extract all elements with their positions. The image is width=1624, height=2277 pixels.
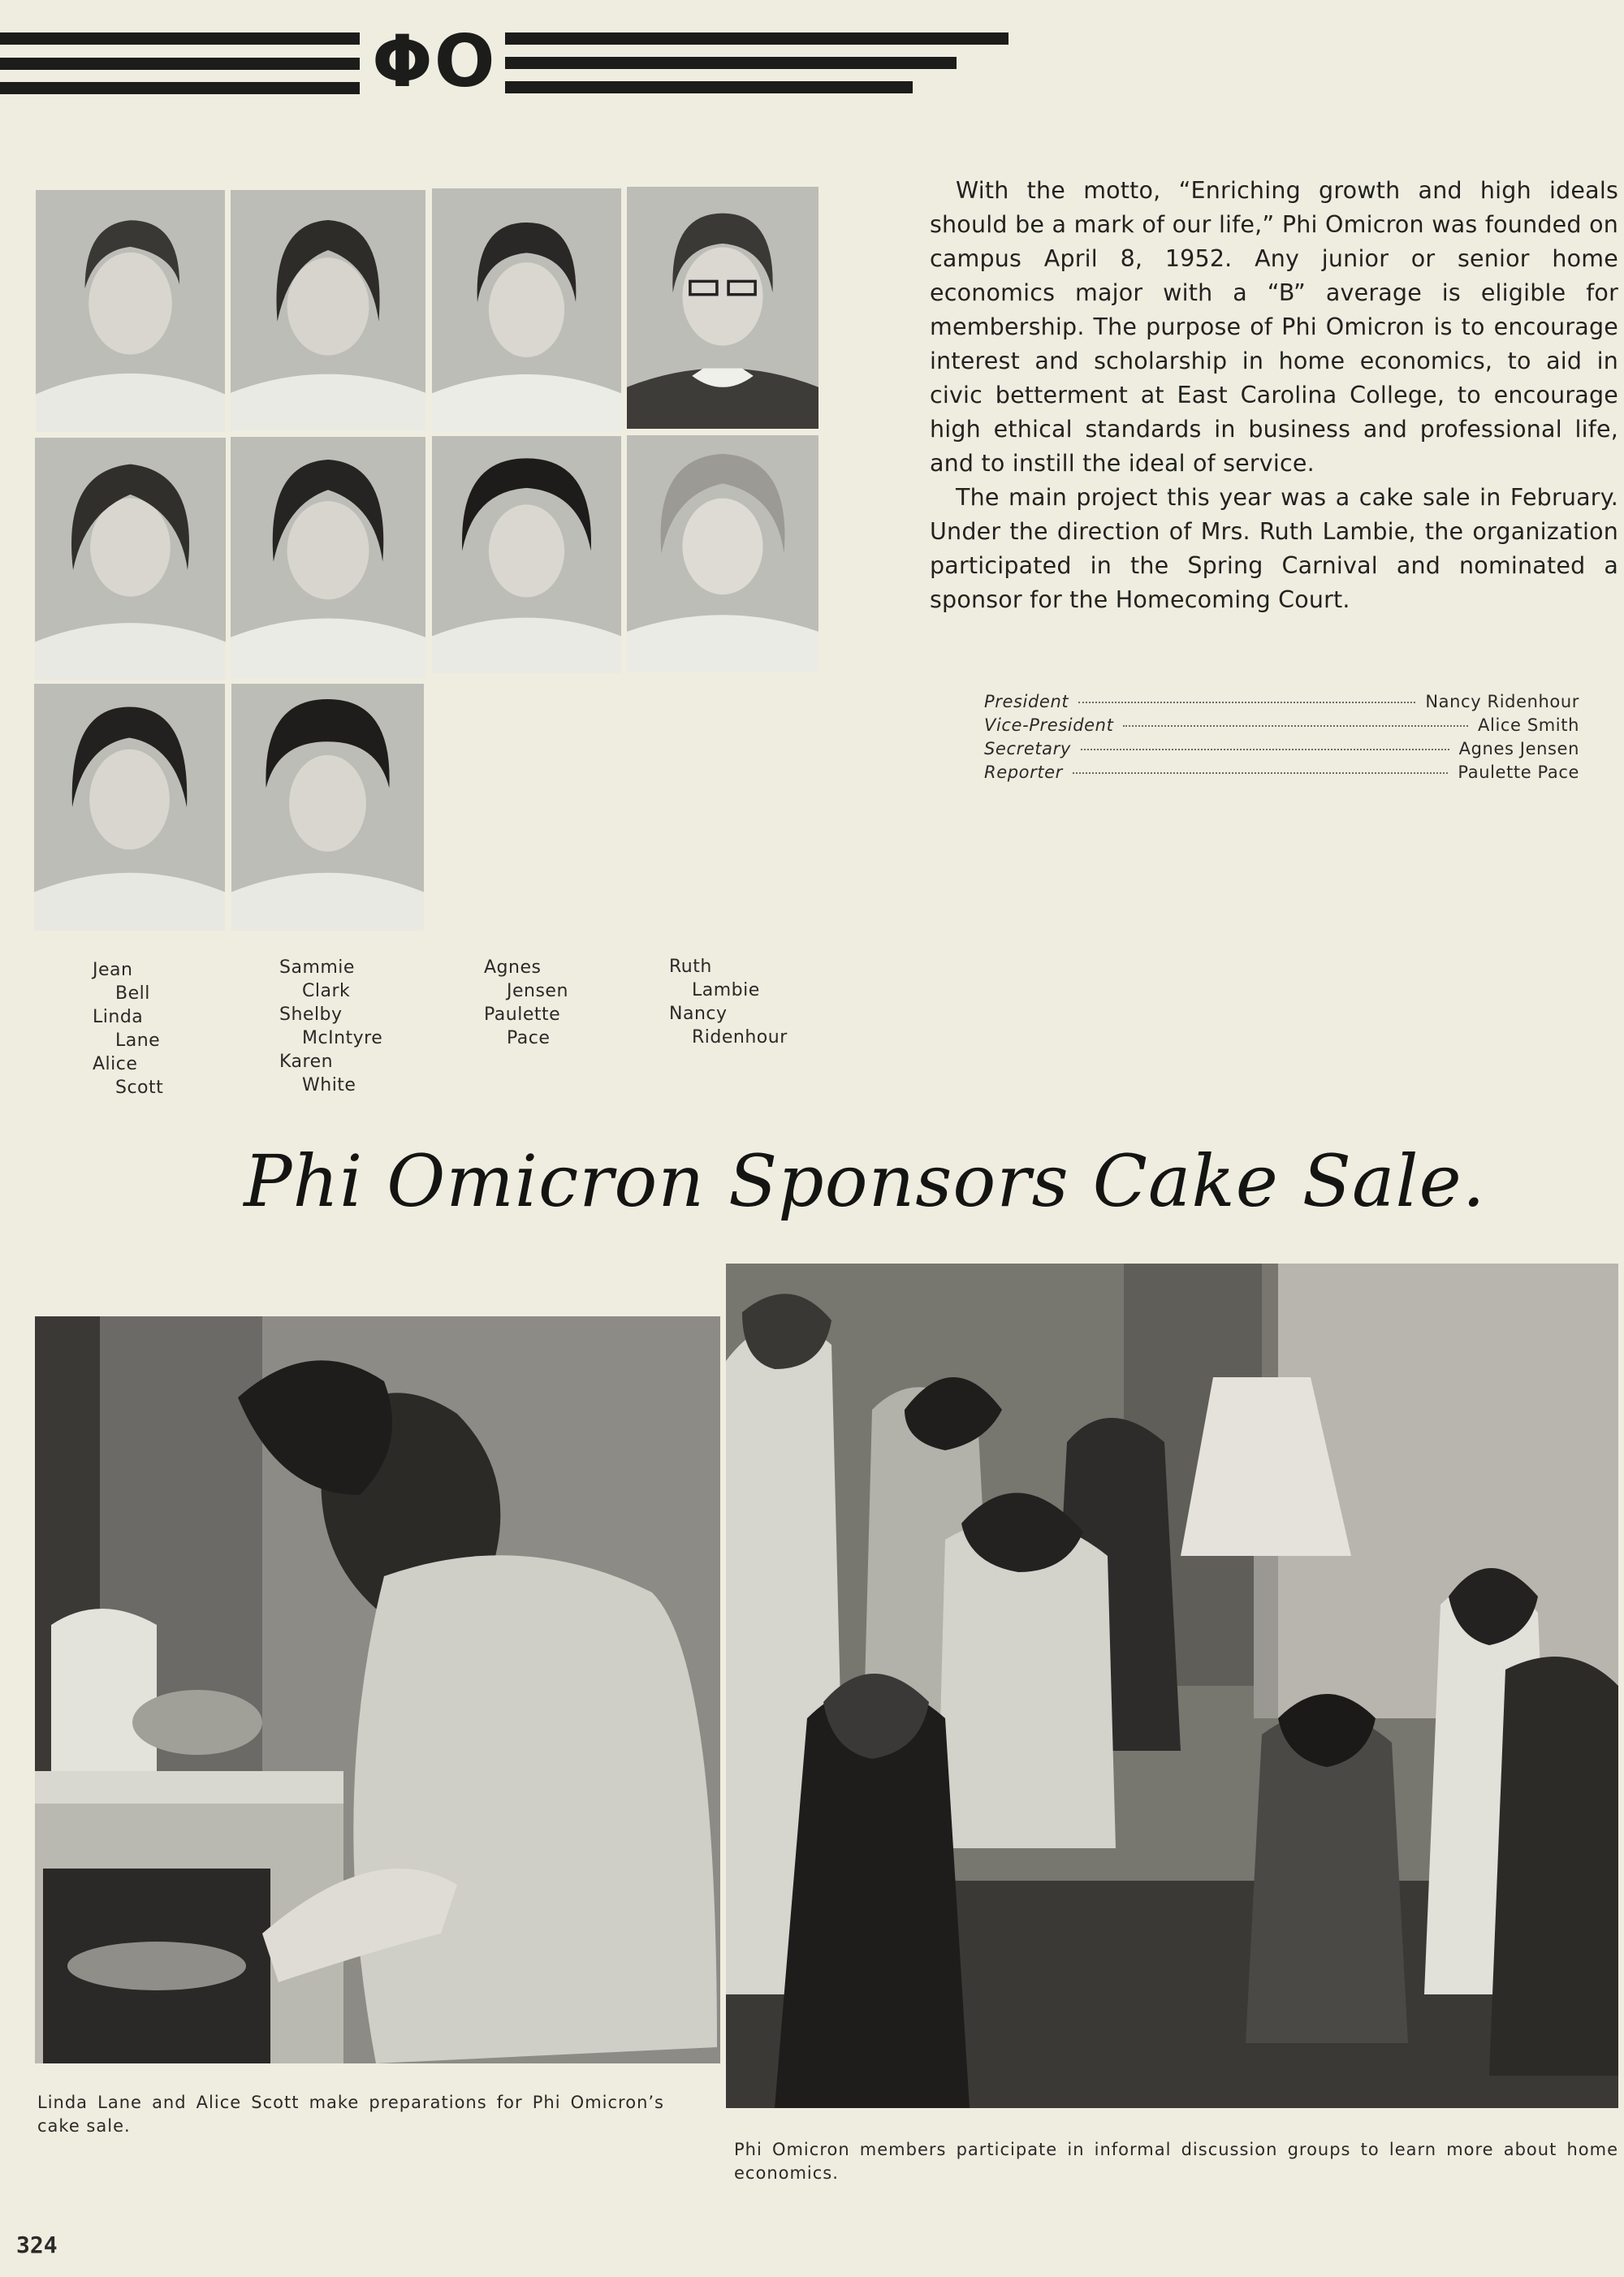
last-name: Bell	[115, 983, 150, 1004]
header-rule-right-line-1	[505, 32, 1009, 45]
last-name: Lane	[115, 1030, 161, 1051]
name-column	[669, 955, 788, 1049]
portrait-photo	[231, 437, 425, 679]
page-number: 324	[16, 2232, 58, 2258]
portrait-photo	[34, 684, 225, 931]
header-rule-left-line-3	[0, 82, 360, 94]
portrait-photo	[231, 190, 425, 430]
intro-paragraph: The main project this year was a cake sale in February. Under the direction of Mrs. Ruth Lambie, the organization participated in the Spring Carnival and nominated a sponsor for the Homecoming Court.	[930, 484, 1618, 613]
officer-row	[984, 715, 1579, 739]
intro-text	[930, 174, 1618, 617]
officer-role: Secretary	[984, 739, 1071, 758]
first-name: Sammie	[279, 957, 355, 978]
officers-list	[984, 692, 1579, 786]
discussion-group-photo	[726, 1264, 1618, 2108]
greek-letters-logo: ΦΟ	[372, 19, 497, 103]
last-name: White	[302, 1075, 356, 1095]
officer-role: Reporter	[984, 763, 1063, 782]
last-name: Pace	[507, 1028, 551, 1048]
first-name: Shelby	[279, 1005, 343, 1025]
portrait-photo	[627, 435, 818, 672]
last-name: Scott	[115, 1078, 164, 1098]
last-name: Jensen	[507, 981, 568, 1001]
header-rule-left-line-2	[0, 58, 360, 70]
officer-name: Agnes Jensen	[1458, 739, 1579, 758]
last-name: McIntyre	[302, 1028, 383, 1048]
first-name: Agnes	[484, 957, 542, 978]
dot-leader	[1081, 749, 1449, 750]
header-rule-right-line-3	[505, 81, 913, 93]
baking-photo	[35, 1316, 720, 2063]
last-name: Ridenhour	[692, 1027, 788, 1048]
first-name: Karen	[279, 1052, 334, 1072]
portrait-photo	[627, 187, 818, 429]
name-column	[93, 958, 163, 1100]
header-rule-right-line-2	[505, 57, 957, 69]
dot-leader	[1123, 725, 1468, 727]
headline: Phi Omicron Sponsors Cake Sale.	[244, 1139, 1486, 1223]
officer-row	[984, 763, 1579, 786]
officer-role: Vice-President	[984, 715, 1114, 735]
name-column	[484, 956, 568, 1050]
portrait-photo	[36, 190, 225, 432]
discussion-photo-caption: Phi Omicron members participate in informal discussion groups to learn more about home economics.	[734, 2140, 1618, 2183]
portrait-photo	[432, 436, 621, 673]
first-name: Nancy	[669, 1004, 728, 1024]
dot-leader	[1078, 702, 1415, 703]
officer-name: Nancy Ridenhour	[1425, 692, 1579, 711]
intro-paragraph: With the motto, “Enriching growth and high ideals should be a mark of our life,” Phi Omicron was founded on campus April 8, 1952. Any junior or senior home economics major with a “B” average is eligible for membership. The purpose of Phi Omicron is to encourage interest and scholarship in home economics, to aid in civic betterment at East Carolina College, to encourage high ethical standards in business and professional life, and to instill the ideal of service.	[930, 177, 1618, 477]
last-name: Lambie	[692, 980, 760, 1000]
portrait-photo	[432, 188, 621, 431]
officer-row	[984, 739, 1579, 763]
first-name: Alice	[93, 1054, 138, 1074]
name-column	[279, 956, 382, 1097]
dot-leader	[1073, 772, 1449, 774]
first-name: Jean	[93, 960, 133, 980]
officer-row	[984, 692, 1579, 715]
last-name: Clark	[302, 981, 351, 1001]
baking-photo-caption: Linda Lane and Alice Scott make preparations for Phi Omicron’s cake sale.	[37, 2093, 664, 2136]
officer-name: Paulette Pace	[1458, 763, 1579, 782]
first-name: Ruth	[669, 957, 712, 977]
portrait-photo	[231, 684, 424, 931]
header-rule-left-line-1	[0, 32, 360, 45]
officer-name: Alice Smith	[1478, 715, 1579, 735]
portrait-photo	[35, 438, 226, 680]
first-name: Paulette	[484, 1005, 561, 1025]
first-name: Linda	[93, 1007, 144, 1027]
officer-role: President	[984, 692, 1069, 711]
